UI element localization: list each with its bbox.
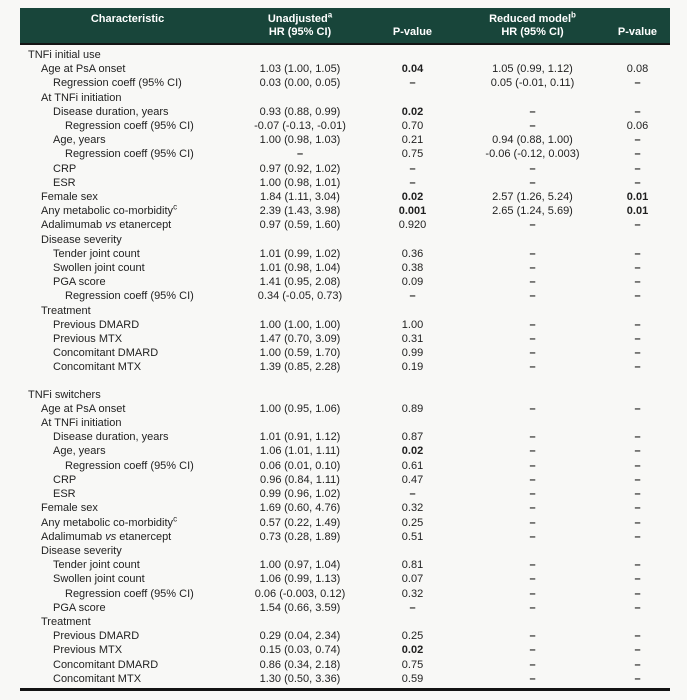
cell-reduced-hr: 1.05 (0.99, 1.12)	[492, 63, 573, 76]
cell-unadjusted-hr: 0.97 (0.59, 1.60)	[259, 219, 341, 232]
row-label: Regression coeff (95% CI)	[65, 148, 194, 161]
cell-reduced-hr	[460, 91, 605, 105]
row-label: Disease duration, years	[53, 431, 169, 444]
cell-unadjusted-pvalue: 0.38	[401, 262, 424, 275]
cell-reduced-hr: –	[529, 247, 536, 260]
row-label: Concomitant MTX	[53, 361, 142, 374]
cell-unadjusted-pvalue: 0.36	[401, 247, 424, 260]
cell-unadjusted-pvalue: 0.21	[401, 134, 424, 147]
cell-unadjusted-hr: 1.00 (1.00, 1.00)	[259, 318, 341, 331]
cell-unadjusted-hr: 1.00 (0.95, 1.06)	[259, 402, 341, 415]
cell-unadjusted-pvalue: 0.61	[401, 459, 424, 472]
table-row	[20, 444, 670, 458]
table-row	[20, 416, 670, 430]
row-label: Swollen joint count	[53, 262, 145, 275]
cell-unadjusted-pvalue: –	[409, 290, 416, 303]
footnote-marker-c: c	[173, 513, 178, 523]
table-row	[20, 587, 670, 601]
table-row	[20, 332, 670, 346]
cell-reduced-pvalue: –	[634, 601, 641, 614]
cell-unadjusted-hr: 0.29 (0.04, 2.34)	[259, 630, 341, 643]
cell-reduced-pvalue: –	[634, 658, 641, 671]
cell-reduced-hr	[460, 44, 605, 62]
row-label: Previous DMARD	[53, 318, 140, 331]
cell-unadjusted-hr: 1.84 (1.11, 3.04)	[260, 191, 340, 204]
cell-reduced-pvalue: –	[634, 431, 641, 444]
cell-reduced-hr: –	[529, 219, 536, 232]
cell-unadjusted-pvalue: 0.04	[401, 63, 424, 76]
cell-reduced-pvalue: –	[634, 445, 641, 458]
cell-reduced-hr: 0.94 (0.88, 1.00)	[492, 134, 573, 147]
header-row	[20, 8, 670, 44]
cell-reduced-pvalue	[605, 388, 670, 402]
table-row	[20, 133, 670, 147]
table-row	[20, 289, 670, 303]
cell-unadjusted-hr	[235, 91, 365, 105]
cell-reduced-pvalue	[605, 44, 670, 62]
cell-unadjusted-pvalue	[365, 304, 460, 318]
cell-unadjusted-hr: 0.86 (0.34, 2.18)	[259, 658, 341, 671]
row-label: Disease severity	[41, 233, 122, 246]
cell-reduced-hr: –	[529, 530, 536, 543]
row-label: Tender joint count	[53, 247, 140, 260]
cell-reduced-hr: 2.65 (1.24, 5.69)	[492, 205, 573, 218]
row-label: Swollen joint count	[53, 573, 145, 586]
row-label: PGA score	[53, 276, 106, 289]
cell-unadjusted-pvalue: 0.75	[401, 148, 424, 161]
table-row	[20, 275, 670, 289]
cell-reduced-hr: –	[529, 162, 536, 175]
table-row	[20, 91, 670, 105]
vs-italic: vs	[105, 219, 117, 232]
cell-reduced-hr: 2.57 (1.26, 5.24)	[492, 191, 573, 204]
table-row	[20, 360, 670, 374]
row-label: Previous DMARD	[53, 630, 140, 643]
col-header-unadjusted-hr	[235, 8, 365, 44]
cell-unadjusted-hr	[235, 233, 365, 247]
table-row	[20, 473, 670, 487]
cell-reduced-hr: –	[529, 516, 536, 529]
cell-reduced-pvalue: –	[634, 459, 641, 472]
table-row	[20, 658, 670, 672]
table-row	[20, 318, 670, 332]
table-row	[20, 672, 670, 690]
hazard-ratio-table	[20, 8, 670, 691]
cell-unadjusted-pvalue	[365, 544, 460, 558]
table-row	[20, 162, 670, 176]
table-row	[20, 105, 670, 119]
header-line1	[365, 13, 460, 26]
cell-reduced-pvalue: –	[634, 247, 641, 260]
table-row	[20, 643, 670, 657]
cell-unadjusted-hr	[235, 544, 365, 558]
cell-unadjusted-pvalue: 0.001	[398, 205, 427, 218]
cell-unadjusted-pvalue: 0.59	[365, 672, 460, 690]
row-label: Any metabolic co-morbidity$^c$	[41, 202, 178, 218]
cell-reduced-pvalue: –	[634, 530, 641, 543]
cell-reduced-pvalue: –	[634, 219, 641, 232]
cell-reduced-hr: –	[529, 333, 536, 346]
table-row	[20, 459, 670, 473]
table-row	[20, 261, 670, 275]
cell-reduced-hr: –	[529, 601, 536, 614]
row-label: CRP	[53, 162, 77, 175]
table-row	[20, 233, 670, 247]
cell-reduced-pvalue: –	[634, 77, 641, 90]
table-body	[20, 44, 670, 689]
row-label: Regression coeff (95% CI)	[65, 459, 194, 472]
cell-reduced-hr	[460, 304, 605, 318]
row-label: Age at PsA onset	[41, 63, 126, 76]
cell-unadjusted-pvalue: 0.99	[401, 347, 424, 360]
table-row	[20, 119, 670, 133]
table-row	[20, 76, 670, 90]
table-row	[20, 601, 670, 615]
cell-unadjusted-pvalue: –	[409, 601, 416, 614]
footnote-marker-c: c	[173, 202, 178, 212]
row-label: Previous MTX	[53, 333, 123, 346]
table-row	[20, 544, 670, 558]
cell-unadjusted-pvalue	[365, 44, 460, 62]
cell-unadjusted-pvalue: 0.81	[401, 559, 424, 572]
cell-unadjusted-pvalue: 0.02	[401, 445, 424, 458]
cell-unadjusted-hr	[235, 615, 365, 629]
header-line2: HR (95% CI)	[501, 26, 564, 38]
table-row	[20, 388, 670, 402]
cell-reduced-hr: –	[529, 262, 536, 275]
cell-unadjusted-pvalue: 0.02	[401, 644, 424, 657]
row-label: Adalimumab vs etanercept	[41, 530, 172, 543]
cell-unadjusted-hr: 0.34 (-0.05, 0.73)	[257, 290, 343, 303]
row-label: Any metabolic co-morbidity$^c$	[41, 513, 178, 529]
row-label: Regression coeff (95% CI)	[65, 290, 194, 303]
table-row	[20, 629, 670, 643]
table-row	[20, 530, 670, 544]
cell-reduced-hr: –	[529, 176, 536, 189]
cell-unadjusted-pvalue: 0.70	[401, 120, 424, 133]
cell-reduced-pvalue: –	[634, 587, 641, 600]
cell-unadjusted-pvalue: 0.09	[401, 276, 424, 289]
cell-reduced-hr: –	[529, 459, 536, 472]
cell-unadjusted-hr: 0.97 (0.92, 1.02)	[259, 162, 341, 175]
row-label: Disease severity	[41, 544, 122, 557]
cell-unadjusted-hr: 1.01 (0.99, 1.02)	[259, 247, 341, 260]
header-line1: Reduced model$^b$	[489, 10, 576, 25]
cell-reduced-pvalue: –	[634, 290, 641, 303]
table-row	[20, 346, 670, 360]
cell-reduced-hr: –	[529, 276, 536, 289]
row-label: Concomitant DMARD	[53, 347, 159, 360]
cell-reduced-pvalue: –	[634, 318, 641, 331]
cell-unadjusted-pvalue: 0.25	[401, 516, 424, 529]
col-header-reduced-pvalue	[605, 8, 670, 44]
cell-reduced-hr: –	[529, 658, 536, 671]
cell-reduced-pvalue: –	[634, 488, 641, 501]
table-row	[20, 176, 670, 190]
col-header-characteristic	[20, 8, 235, 44]
table-row	[20, 304, 670, 318]
table-row	[20, 558, 670, 572]
table-row	[20, 487, 670, 501]
footnote-marker-b: b	[571, 10, 576, 20]
row-label: Treatment	[41, 304, 91, 317]
cell-reduced-hr: –	[529, 445, 536, 458]
table-header	[20, 8, 670, 44]
cell-unadjusted-hr: -0.07 (-0.13, -0.01)	[254, 120, 346, 133]
cell-reduced-pvalue	[605, 615, 670, 629]
row-label: Treatment	[41, 615, 91, 628]
cell-reduced-pvalue: –	[634, 276, 641, 289]
cell-reduced-hr	[460, 233, 605, 247]
cell-unadjusted-hr	[235, 304, 365, 318]
row-label: Disease duration, years	[53, 105, 169, 118]
cell-reduced-pvalue: 0.01	[626, 191, 649, 204]
table-row	[20, 402, 670, 416]
cell-unadjusted-pvalue	[365, 388, 460, 402]
cell-unadjusted-pvalue: 1.00	[401, 318, 424, 331]
cell-unadjusted-hr	[235, 388, 365, 402]
cell-unadjusted-hr: –	[296, 148, 304, 161]
row-label: Regression coeff (95% CI)	[65, 587, 194, 600]
row-label: Age at PsA onset	[41, 402, 126, 415]
cell-reduced-pvalue: –	[634, 630, 641, 643]
header-line2: P-value	[392, 26, 433, 38]
cell-reduced-hr: –	[529, 644, 536, 657]
cell-unadjusted-hr: 0.93 (0.88, 0.99)	[259, 105, 341, 118]
col-header-reduced-hr	[460, 8, 605, 44]
cell-unadjusted-hr: 1.06 (0.99, 1.13)	[259, 573, 341, 586]
cell-reduced-pvalue: –	[634, 559, 641, 572]
cell-unadjusted-pvalue: –	[409, 77, 416, 90]
cell-reduced-pvalue: –	[634, 347, 641, 360]
section-gap-cell	[20, 375, 670, 388]
row-label: Adalimumab vs etanercept	[41, 219, 172, 232]
cell-unadjusted-pvalue	[365, 615, 460, 629]
row-label: Regression coeff (95% CI)	[53, 77, 182, 90]
cell-unadjusted-pvalue: 0.25	[401, 630, 424, 643]
cell-reduced-hr	[460, 615, 605, 629]
cell-reduced-pvalue: –	[634, 162, 641, 175]
cell-unadjusted-pvalue: 0.32	[401, 502, 424, 515]
cell-unadjusted-pvalue: 0.920	[398, 219, 427, 232]
cell-reduced-pvalue: –	[634, 402, 641, 415]
cell-unadjusted-pvalue: –	[409, 162, 416, 175]
header-line1: Characteristic	[90, 13, 165, 25]
cell-unadjusted-hr: 1.39 (0.85, 2.28)	[259, 361, 341, 374]
table-row	[20, 204, 670, 218]
cell-reduced-hr: 0.05 (-0.01, 0.11)	[490, 77, 575, 90]
cell-reduced-pvalue	[605, 304, 670, 318]
footnote-marker-a: a	[327, 10, 333, 20]
cell-unadjusted-hr: 1.00 (0.59, 1.70)	[259, 347, 341, 360]
cell-unadjusted-hr: 0.06 (-0.003, 0.12)	[254, 587, 346, 600]
cell-reduced-pvalue: 0.08	[626, 63, 649, 76]
row-label: Female sex	[41, 502, 98, 515]
cell-unadjusted-hr: 1.00 (0.98, 1.01)	[259, 176, 341, 189]
cell-unadjusted-hr: 0.15 (0.03, 0.74)	[259, 644, 341, 657]
row-label: Regression coeff (95% CI)	[65, 120, 194, 133]
cell-reduced-pvalue: 0.01	[626, 205, 649, 218]
cell-reduced-pvalue: –	[634, 516, 641, 529]
cell-unadjusted-hr: 1.06 (1.01, 1.11)	[260, 445, 340, 458]
cell-reduced-pvalue: –	[634, 148, 641, 161]
row-label: Tender joint count	[53, 559, 140, 572]
cell-reduced-hr: –	[529, 120, 536, 133]
cell-reduced-hr: –	[529, 502, 536, 515]
cell-unadjusted-hr: 1.01 (0.98, 1.04)	[259, 262, 341, 275]
table-row	[20, 218, 670, 232]
header-line1	[605, 13, 670, 26]
header-line2: P-value	[617, 26, 658, 38]
cell-unadjusted-pvalue: –	[409, 488, 416, 501]
cell-unadjusted-pvalue	[365, 91, 460, 105]
cell-unadjusted-pvalue: –	[409, 176, 416, 189]
row-label: At TNFi initiation	[41, 91, 122, 104]
cell-unadjusted-pvalue: 0.02	[401, 105, 424, 118]
cell-reduced-hr: –	[529, 431, 536, 444]
row-label: At TNFi initiation	[41, 417, 122, 430]
table-row	[20, 516, 670, 530]
cell-unadjusted-pvalue: 0.31	[401, 333, 424, 346]
cell-reduced-hr: –	[529, 290, 536, 303]
cell-reduced-hr	[460, 544, 605, 558]
row-label: TNFi initial use	[28, 49, 101, 61]
table-row	[20, 247, 670, 261]
row-label: Concomitant MTX	[20, 672, 235, 690]
cell-reduced-hr: –	[529, 473, 536, 486]
cell-reduced-pvalue: –	[634, 176, 641, 189]
row-label: Age, years	[53, 445, 106, 458]
cell-reduced-hr: –	[529, 105, 536, 118]
cell-unadjusted-pvalue: 0.32	[401, 587, 424, 600]
cell-unadjusted-hr: 0.99 (0.96, 1.02)	[259, 488, 341, 501]
cell-unadjusted-pvalue	[365, 416, 460, 430]
cell-unadjusted-hr: 0.03 (0.00, 0.05)	[259, 77, 341, 90]
cell-unadjusted-hr: 0.73 (0.28, 1.89)	[259, 530, 341, 543]
cell-unadjusted-hr: 1.30 (0.50, 3.36)	[235, 672, 365, 690]
cell-unadjusted-hr: 1.54 (0.66, 3.59)	[259, 601, 341, 614]
cell-reduced-pvalue: –	[634, 134, 641, 147]
cell-reduced-pvalue: –	[634, 573, 641, 586]
cell-unadjusted-pvalue: 0.19	[401, 361, 424, 374]
row-label: Female sex	[41, 191, 98, 204]
cell-reduced-hr: –	[529, 347, 536, 360]
vs-italic: vs	[105, 530, 117, 543]
cell-reduced-hr: –	[529, 402, 536, 415]
row-label: Concomitant DMARD	[53, 658, 159, 671]
col-header-unadjusted-pvalue	[365, 8, 460, 44]
row-label: ESR	[53, 176, 76, 189]
section-gap	[20, 375, 670, 388]
cell-unadjusted-hr: 0.96 (0.84, 1.11)	[260, 473, 340, 486]
cell-reduced-hr: –	[529, 318, 536, 331]
cell-unadjusted-pvalue: 0.75	[401, 658, 424, 671]
cell-unadjusted-pvalue: 0.89	[401, 402, 424, 415]
header-line2: HR (95% CI)	[268, 26, 332, 38]
cell-reduced-pvalue: –	[634, 644, 641, 657]
table-row	[20, 62, 670, 76]
header-line1: Unadjusted$^a$	[267, 10, 333, 25]
cell-unadjusted-hr: 1.00 (0.98, 1.03)	[259, 134, 341, 147]
cell-reduced-pvalue: –	[634, 361, 641, 374]
cell-reduced-pvalue	[605, 416, 670, 430]
cell-reduced-pvalue: –	[634, 262, 641, 275]
cell-reduced-hr: –	[460, 672, 605, 690]
cell-unadjusted-pvalue: 0.87	[401, 431, 424, 444]
cell-reduced-pvalue: –	[634, 502, 641, 515]
cell-unadjusted-pvalue: 0.02	[401, 191, 424, 204]
table-row	[20, 572, 670, 586]
cell-reduced-pvalue	[605, 91, 670, 105]
cell-unadjusted-hr: 1.03 (1.00, 1.05)	[259, 63, 341, 76]
row-label: TNFi switchers	[28, 388, 101, 401]
cell-unadjusted-hr: 0.57 (0.22, 1.49)	[259, 516, 341, 529]
cell-reduced-pvalue: 0.06	[626, 120, 649, 133]
table-row	[20, 501, 670, 515]
table-row	[20, 190, 670, 204]
cell-unadjusted-hr	[235, 416, 365, 430]
table-row	[20, 44, 670, 62]
cell-reduced-hr	[460, 388, 605, 402]
cell-unadjusted-pvalue: 0.07	[401, 573, 424, 586]
cell-reduced-hr: –	[529, 587, 536, 600]
cell-unadjusted-hr	[235, 44, 365, 62]
cell-unadjusted-pvalue: 0.51	[401, 530, 424, 543]
cell-reduced-hr: –	[529, 559, 536, 572]
cell-reduced-pvalue: –	[634, 105, 641, 118]
table-row	[20, 430, 670, 444]
cell-unadjusted-hr: 1.41 (0.95, 2.08)	[259, 276, 341, 289]
row-label: PGA score	[53, 601, 106, 614]
cell-unadjusted-hr: 1.69 (0.60, 4.76)	[259, 502, 341, 515]
cell-reduced-pvalue	[605, 544, 670, 558]
header-line2	[20, 26, 235, 39]
cell-unadjusted-pvalue: 0.47	[401, 473, 424, 486]
cell-reduced-pvalue: –	[634, 473, 641, 486]
table-row	[20, 147, 670, 161]
cell-unadjusted-pvalue	[365, 233, 460, 247]
cell-reduced-hr: –	[529, 488, 536, 501]
cell-unadjusted-hr: 1.47 (0.70, 3.09)	[259, 333, 341, 346]
cell-reduced-hr	[460, 416, 605, 430]
cell-unadjusted-hr: 0.06 (0.01, 0.10)	[259, 459, 341, 472]
table-row	[20, 615, 670, 629]
cell-reduced-pvalue: –	[634, 333, 641, 346]
cell-reduced-hr: –	[529, 361, 536, 374]
cell-reduced-hr: -0.06 (-0.12, 0.003)	[485, 148, 580, 161]
cell-reduced-pvalue: –	[605, 672, 670, 690]
row-label: ESR	[53, 488, 76, 501]
row-label: Previous MTX	[53, 644, 123, 657]
cell-reduced-hr: –	[529, 630, 536, 643]
cell-reduced-hr: –	[529, 573, 536, 586]
cell-unadjusted-hr: 2.39 (1.43, 3.98)	[259, 205, 341, 218]
row-label: CRP	[53, 473, 77, 486]
row-label: Age, years	[53, 134, 106, 147]
cell-unadjusted-hr: 1.00 (0.97, 1.04)	[259, 559, 341, 572]
cell-unadjusted-hr: 1.01 (0.91, 1.12)	[259, 431, 341, 444]
cell-reduced-pvalue	[605, 233, 670, 247]
